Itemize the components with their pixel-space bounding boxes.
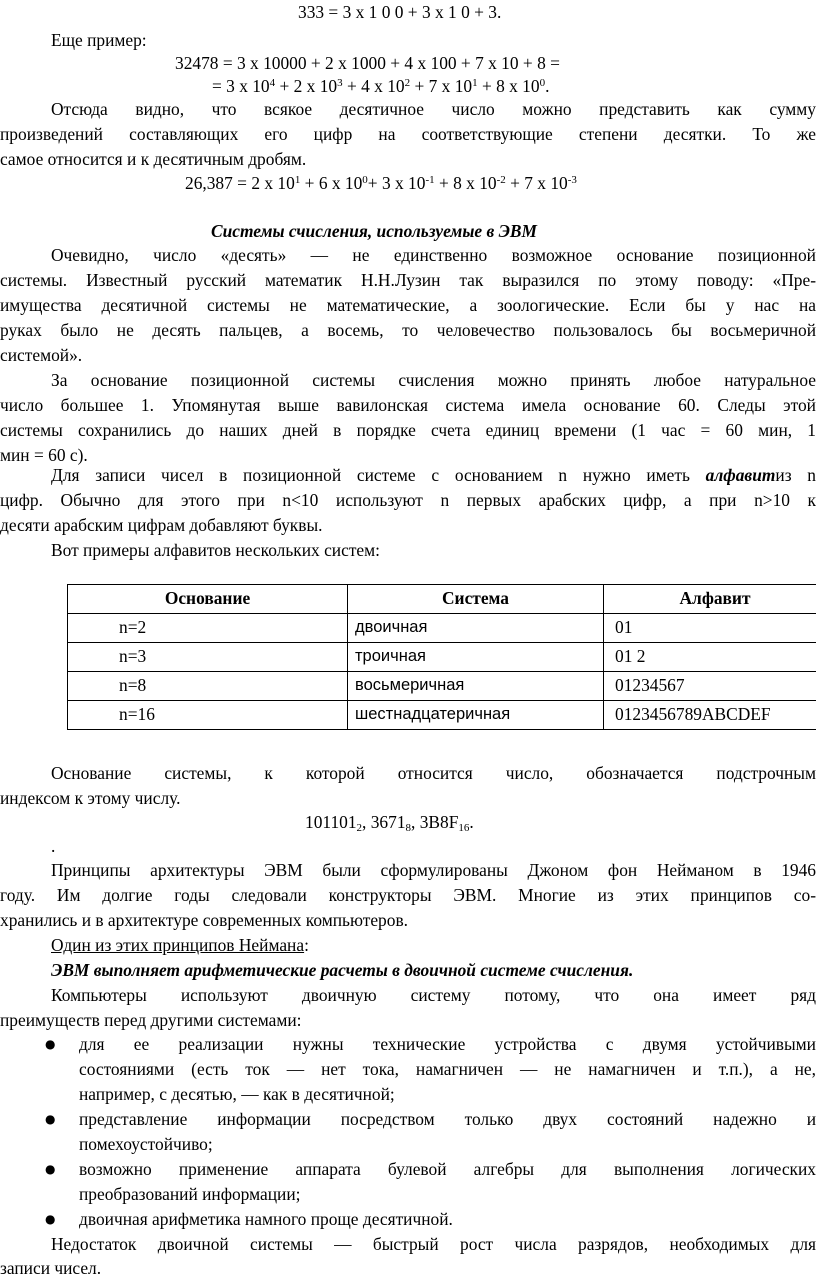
paragraph-line: Принципы архитектуры ЭВМ были сформулированы Джоном фон Нейманом в 1946	[51, 860, 816, 880]
paragraph-line: Основание системы, к которой относится число, обозначается подстрочным	[51, 763, 816, 783]
paragraph-line: записи чисел.	[0, 1258, 102, 1278]
bullet-line: состояниями (есть ток — нет тока, намагничен — не намагничен и т.п.), а не,	[79, 1059, 816, 1079]
bullet-line: помехоустойчиво;	[79, 1134, 213, 1154]
principle-intro: Один из этих принципов Неймана:	[51, 935, 309, 955]
paragraph-line: индексом к этому числу.	[0, 788, 181, 808]
equation-32478-line2: = 3 x $10^4 + 2$ x $10^3 + 4$ x $10^2 + 7$ x $10^1 + 8$ x $10^0$.	[212, 76, 550, 96]
equation-26387: 26,387 = 2 x $10^1 + 6$ x $10^0+ 3$ x $10^{-1} + 8$ x $10^{-2} + 7$ x $10^{-3}$	[185, 173, 577, 193]
paragraph-line: преимуществ перед другими системами:	[0, 1010, 302, 1030]
table-row	[68, 643, 816, 672]
paragraph-line: системой».	[0, 345, 83, 365]
equation-subscripts: $101101_2$, $3671_8$, $3B8F_{16}$.	[305, 812, 474, 834]
table-cell: n=8	[68, 672, 348, 701]
column-header-alphabet: Алфавит	[604, 585, 816, 614]
equation-333: 333 = 3 x 1 0 0 + 3 x 1 0 + 3.	[298, 2, 502, 22]
table-cell: 01234567	[604, 672, 816, 701]
table-row	[68, 701, 816, 730]
bullet-line: для ее реализации нужны технические устройства с двумя устойчивыми	[79, 1034, 816, 1054]
table-cell: 0123456789ABCDEF	[604, 701, 816, 730]
paragraph-line: Вот примеры алфавитов нескольких систем:	[51, 540, 380, 560]
stray-dot: .	[51, 836, 56, 856]
bullet-line: например, с десятью, — как в десятичной;	[79, 1084, 395, 1104]
paragraph-line: число большее 1. Упомянутая выше вавилонская система имела основание 60. Следы этой	[0, 395, 816, 415]
section-title: Системы счисления, используемые в ЭВМ	[211, 221, 537, 241]
bullet-icon: ●	[45, 1162, 56, 1176]
table-cell: восьмеричная	[348, 672, 604, 701]
paragraph-line: имущества десятичной системы не математические, а зоологические. Если бы у нас на	[0, 295, 816, 315]
column-header-system: Система	[348, 585, 604, 614]
paragraph-line: Отсюда видно, что всякое десятичное число можно представить как сумму	[51, 99, 816, 119]
table-cell: двоичная	[348, 614, 604, 643]
paragraph-line: Для записи чисел в позиционной системе с основанием n нужно иметь алфавитиз n	[51, 465, 816, 485]
example-label: Еще пример:	[51, 30, 147, 50]
paragraph-line: Компьютеры используют двоичную систему потому, что она имеет ряд	[51, 985, 816, 1005]
paragraph-line: За основание позиционной системы счисления можно принять любое натуральное	[51, 370, 816, 390]
table-cell: 01 2	[604, 643, 816, 672]
paragraph-line: произведений составляющих его цифр на соответствующие степени десятки. То же	[0, 124, 816, 144]
equation-32478-line1: 32478 = 3 x 10000 + 2 x 1000 + 4 x 100 + 7 x 10 + 8 =	[175, 53, 560, 73]
bullet-line: возможно применение аппарата булевой алгебры для выполнения логических	[79, 1159, 816, 1179]
paragraph-line: десяти арабским цифрам добавляют буквы.	[0, 515, 323, 535]
alphabet-term: алфавит	[705, 465, 776, 485]
bullet-line: представление информации посредством только двух состояний надежно и	[79, 1109, 816, 1129]
table-cell: 01	[604, 614, 816, 643]
table-cell: шестнадцатеричная	[348, 701, 604, 730]
paragraph-line: Очевидно, число «десять» — не единственно возможное основание позиционной	[51, 245, 816, 265]
paragraph-line: мин = 60 с).	[0, 445, 88, 465]
alphabet-table	[67, 584, 816, 730]
bullet-line: преобразований информации;	[79, 1184, 301, 1204]
principle-link[interactable]: Один из этих принципов Неймана	[51, 935, 305, 955]
paragraph-line: руках было не десять пальцев, а восемь, то человечество пользовалось бы восьмеричной	[0, 320, 816, 340]
column-header-base: Основание	[68, 585, 348, 614]
table-header-row	[68, 585, 816, 614]
paragraph-line: Недостаток двоичной системы — быстрый рост числа разрядов, необходимых для	[51, 1234, 816, 1254]
bullet-line: двоичная арифметика намного проще десятичной.	[79, 1209, 453, 1229]
principle-statement: ЭВМ выполняет арифметические расчеты в двоичной системе счисления.	[51, 960, 634, 980]
table-cell: троичная	[348, 643, 604, 672]
paragraph-line: самое относится и к десятичным дробям.	[0, 149, 307, 169]
paragraph-line: хранились и в архитектуре современных компьютеров.	[0, 910, 409, 930]
table-row	[68, 672, 816, 701]
table-cell: n=3	[68, 643, 348, 672]
table-row	[68, 614, 816, 643]
bullet-icon: ●	[45, 1112, 56, 1126]
paragraph-line: году. Им долгие годы следовали конструкторы ЭВМ. Многие из этих принципов со-	[0, 885, 816, 905]
paragraph-line: системы сохранились до наших дней в порядке счета единиц времени (1 час = 60 мин, 1	[0, 420, 816, 440]
bullet-icon: ●	[45, 1212, 56, 1226]
table-cell: n=2	[68, 614, 348, 643]
table-cell: n=16	[68, 701, 348, 730]
paragraph-line: цифр. Обычно для этого при n<10 используют n первых арабских цифр, а при n>10 к	[0, 490, 816, 510]
paragraph-line: системы. Известный русский математик Н.Н.Лузин так выразился по этому поводу: «Пре-	[0, 270, 816, 290]
bullet-icon: ●	[45, 1037, 56, 1051]
